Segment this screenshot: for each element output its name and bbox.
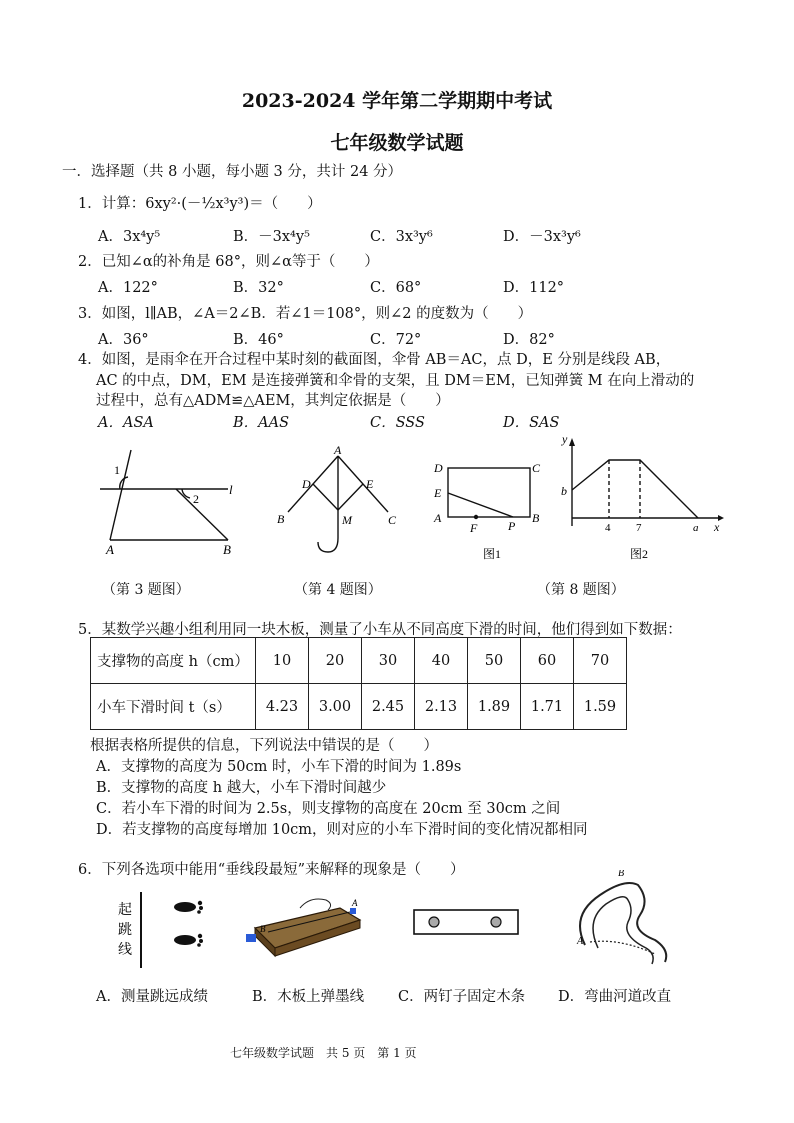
q5-intro: 5．某数学兴趣小组利用同一块木板，测量了小车从不同高度下滑的时间，他们得到如下数据：: [78, 622, 682, 638]
fig3-label-b: B: [223, 542, 231, 557]
table-cell: 20: [309, 638, 362, 684]
fig8a-label-p: P: [508, 519, 516, 533]
q6-option-a: A．测量跳远成绩: [96, 989, 208, 1005]
wood-label-b: B: [260, 924, 266, 934]
fig8a-label-a: A: [434, 511, 442, 525]
q3-option-a: A．36°: [98, 332, 149, 348]
q5-option-b: B．支撑物的高度 h 越大，小车下滑时间越少: [96, 780, 387, 796]
q1-option-d: D．－3x³y⁶: [503, 229, 581, 245]
fig4-label-b: B: [277, 512, 285, 526]
fig8a-segment-ep: [448, 493, 513, 517]
fig8b-tick-7: 7: [636, 522, 642, 534]
fig8a-label-e: E: [434, 486, 442, 500]
q6-image-b: [246, 898, 360, 956]
fig3-label-a: A: [106, 542, 114, 557]
footprint-icon: [174, 901, 203, 947]
q6-images: [0, 870, 794, 980]
fig4-label-e: E: [366, 477, 374, 491]
fig3-label-2: 2: [193, 492, 199, 506]
figures-row: [0, 430, 794, 580]
table-cell: 10: [256, 638, 309, 684]
q6-image-c: [414, 910, 518, 934]
q1-option-c: C．3x³y⁶: [370, 229, 433, 245]
fig8b-label-y: y: [562, 432, 568, 446]
nail-icon: [429, 917, 439, 927]
q2-option-b: B．32°: [233, 280, 284, 296]
fig8b-tick-4: 4: [605, 522, 611, 534]
fig8b-tick-a: a: [693, 522, 699, 534]
fig4-handle: [318, 538, 338, 552]
fig8b-label-b: b: [561, 484, 567, 498]
q3-option-c: C．72°: [370, 332, 422, 348]
takeoff-char-2: 跳: [118, 923, 132, 938]
table-cell: 1.71: [521, 684, 574, 730]
wood-label-a: A: [352, 898, 358, 908]
q2-option-c: C．68°: [370, 280, 422, 296]
table-cell: 4.23: [256, 684, 309, 730]
fig4-label-c: C: [388, 513, 397, 527]
table-cell: 2.45: [362, 684, 415, 730]
river-label-a: A: [577, 936, 584, 947]
section1-heading: 一．选择题（共 8 小题，每小题 3 分，共计 24 分）: [62, 164, 403, 180]
q5-option-d: D．若支撑物的高度每增加 10cm，则对应的小车下滑时间的变化情况都相同: [96, 822, 588, 838]
q2-option-a: A．122°: [98, 280, 158, 296]
fig4-label-a: A: [334, 443, 342, 457]
q4-option-b: B．AAS: [233, 415, 290, 431]
river-label-b: B: [618, 870, 625, 879]
table-row: [91, 684, 627, 730]
fig4-label-d: D: [302, 477, 311, 491]
ink-box-icon: [246, 934, 256, 942]
q5-option-a: A．支撑物的高度为 50cm 时，小车下滑的时间为 1.89s: [96, 759, 462, 775]
hand-icon: [300, 899, 331, 910]
fig8b-label-x: x: [714, 520, 720, 534]
table-cell: 3.00: [309, 684, 362, 730]
figure-q4: [288, 456, 388, 552]
fig8a-label-d: D: [434, 461, 443, 475]
table-header-height: 支撑物的高度 h（cm）: [91, 638, 256, 684]
table-cell: 60: [521, 638, 574, 684]
q6-option-d: D．弯曲河道改直: [558, 989, 672, 1005]
fig8a-label-b: B: [532, 511, 540, 525]
figure-q8-1: [448, 468, 530, 517]
table-cell: 1.59: [574, 684, 627, 730]
q1-option-a: A．3x⁴y⁵: [98, 229, 161, 245]
fig8b-caption: 图2: [630, 547, 649, 561]
fig8a-point-f: [474, 515, 478, 519]
q6-option-c: C．两钉子固定木条: [398, 989, 526, 1005]
fig8a-label-f: F: [470, 521, 478, 535]
figure-q8-2: [572, 442, 722, 526]
exam-subtitle: 七年级数学试题: [330, 132, 464, 154]
q1-option-b: B．－3x⁴y⁵: [233, 229, 310, 245]
fig8a-caption: 图1: [483, 547, 502, 561]
fig3-caption: （第 3 题图）: [102, 582, 190, 598]
q4-option-c: C．SSS: [370, 415, 425, 431]
q2-text: 2．已知∠α的补角是 68°，则∠α等于（ ）: [78, 254, 379, 270]
table-cell: 40: [415, 638, 468, 684]
takeoff-char-1: 起: [118, 903, 132, 918]
table-cell: 50: [468, 638, 521, 684]
q2-option-d: D．112°: [503, 280, 565, 296]
page-footer: 七年级数学试题 共 5 页 第 1 页: [230, 1046, 417, 1060]
q3-option-b: B．46°: [233, 332, 284, 348]
q4-option-d: D．SAS: [503, 415, 560, 431]
takeoff-char-3: 线: [118, 943, 132, 958]
fig8b-graph-line: [572, 460, 698, 518]
q4-line1: 4．如图，是雨伞在开合过程中某时刻的截面图，伞骨 AB＝AC，点 D，E 分别是线段 AB，: [78, 352, 671, 368]
fig8b-axis-arrows: [569, 438, 724, 521]
fig4-label-m: M: [342, 513, 352, 527]
fig3-label-l: l: [229, 482, 233, 497]
marker-square-icon: [350, 908, 356, 914]
q5-question: 根据表格所提供的信息，下列说法中错误的是（ ）: [90, 738, 438, 754]
nail-icon: [491, 917, 501, 927]
q6-image-a: [118, 892, 203, 968]
fig8a-rectangle: [448, 468, 530, 517]
fig8-caption: （第 8 题图）: [537, 582, 625, 598]
q4-option-a: A．ASA: [98, 415, 154, 431]
fig8a-label-c: C: [532, 461, 541, 475]
fig3-segment-b: [176, 489, 228, 540]
q3-option-d: D．82°: [503, 332, 555, 348]
table-cell: 30: [362, 638, 415, 684]
table-cell: 1.89: [468, 684, 521, 730]
table-cell: 2.13: [415, 684, 468, 730]
q4-line2: AC 的中点，DM，EM 是连接弹簧和伞骨的支架，且 DM＝EM，已知弹簧 M 在向上滑动的: [96, 373, 695, 389]
fig3-label-1: 1: [114, 463, 120, 477]
q5-data-table: [90, 637, 627, 730]
q6-option-b: B．木板上弹墨线: [252, 989, 365, 1005]
fig4-caption: （第 4 题图）: [294, 582, 382, 598]
q1-text: 1．计算：6xy²·(－½x³y³)＝（ ）: [78, 196, 322, 212]
table-cell: 70: [574, 638, 627, 684]
q6-image-d: [580, 883, 666, 964]
q4-line3: 过程中，总有△ADM≌△AEM，其判定依据是（ ）: [96, 393, 450, 409]
exam-title: 2023-2024 学年第二学期期中考试: [241, 90, 553, 112]
table-header-time: 小车下滑时间 t（s）: [91, 684, 256, 730]
q5-option-c: C．若小车下滑的时间为 2.5s，则支撑物的高度在 20cm 至 30cm 之间: [96, 801, 561, 817]
fig4-strut-dm: [313, 484, 338, 510]
q6-text: 6．下列各选项中能用“垂线段最短”来解释的现象是（ ）: [78, 862, 465, 878]
table-row: [91, 638, 627, 684]
q3-text: 3．如图，l∥AB，∠A＝2∠B．若∠1＝108°，则∠2 的度数为（ ）: [78, 306, 533, 322]
fig4-strut-em: [338, 484, 363, 510]
